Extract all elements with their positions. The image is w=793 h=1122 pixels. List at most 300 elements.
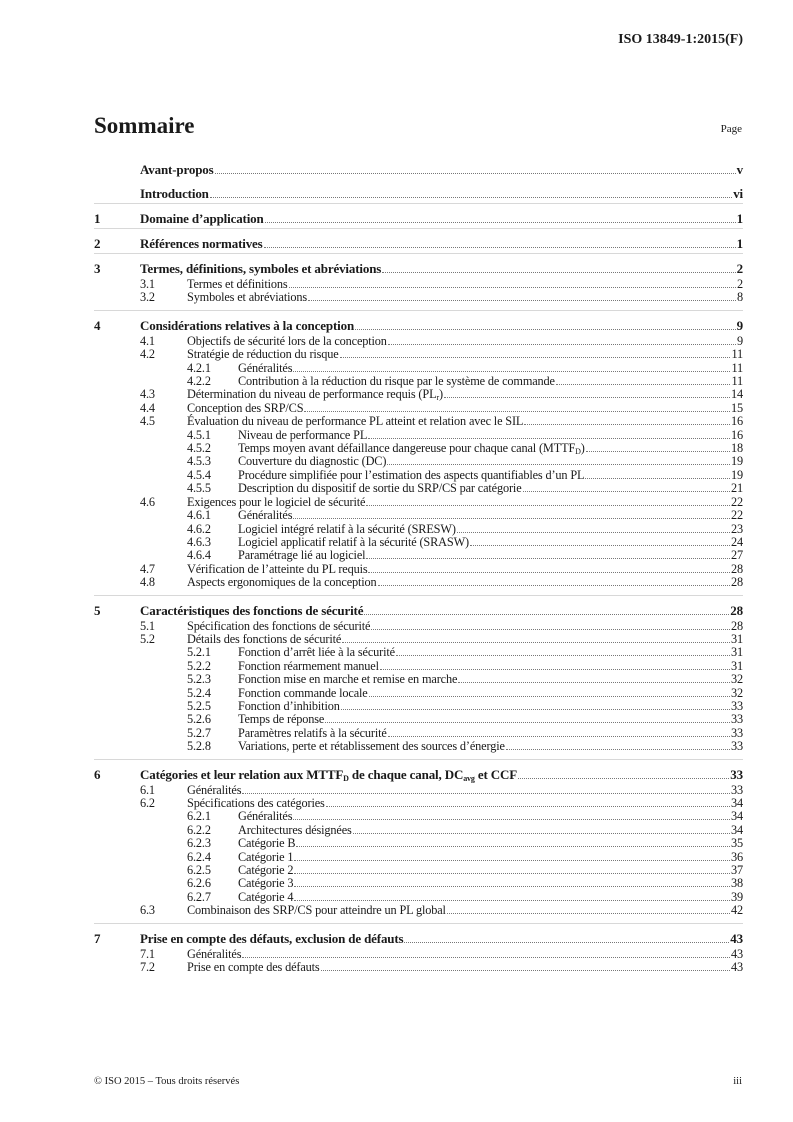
title-text: Termes, définitions, symboles et abréviations <box>140 261 382 276</box>
toc-entry[interactable] <box>94 415 743 428</box>
toc-entry-page[interactable]: 21 <box>731 481 743 496</box>
toc-entry[interactable] <box>94 620 743 633</box>
dot-leader <box>321 970 730 971</box>
dot-leader <box>326 806 730 807</box>
toc-entry-title[interactable] <box>238 646 395 659</box>
title-text: Symboles et abréviations <box>187 290 308 305</box>
title-text: Description du dispositif de sortie du SRP/CS par catégorie <box>238 481 522 496</box>
toc-entry-page[interactable]: 15 <box>731 400 743 415</box>
toc-entry-title[interactable] <box>238 536 469 549</box>
toc-entry-page[interactable]: 36 <box>731 849 743 864</box>
toc-entry[interactable] <box>94 549 743 562</box>
title-text: Logiciel intégré relatif à la sécurité (SRESW) <box>238 521 456 536</box>
title-text: Fonction d’arrêt liée à la sécurité <box>238 645 395 660</box>
toc-entry-number: 3.2 <box>140 290 155 305</box>
title-text: ) <box>580 441 585 456</box>
toc-entry[interactable] <box>94 310 743 335</box>
dot-leader <box>294 873 730 874</box>
toc-entry[interactable] <box>94 837 743 850</box>
title-text: Généralités <box>187 782 242 797</box>
toc-entry[interactable] <box>94 961 743 974</box>
toc-entry-number: 5.1 <box>140 618 155 633</box>
toc-entry-page[interactable]: 19 <box>731 454 743 469</box>
toc-entry-page[interactable]: 34 <box>731 822 743 837</box>
dot-leader <box>556 384 731 385</box>
toc-entry-page[interactable]: 14 <box>731 387 743 402</box>
toc-entry-title[interactable] <box>187 291 307 304</box>
dot-leader <box>506 749 730 750</box>
toc-entry-page[interactable]: 43 <box>731 946 743 961</box>
toc-entry[interactable] <box>94 496 743 509</box>
toc-entry[interactable] <box>94 727 743 740</box>
toc-entry[interactable] <box>94 851 743 864</box>
toc-entry-title[interactable] <box>238 442 585 455</box>
title-text: Stratégie de réduction du risque <box>187 347 339 362</box>
toc-entry-page[interactable]: 2 <box>736 261 743 276</box>
toc-entry-number: 3 <box>94 261 101 276</box>
toc-entry-page[interactable]: 31 <box>731 631 743 646</box>
dot-leader <box>371 629 730 630</box>
toc-entry[interactable] <box>94 362 743 375</box>
toc-entry-title[interactable] <box>187 563 367 576</box>
toc-entry-page[interactable]: 18 <box>731 441 743 456</box>
toc-entry[interactable] <box>94 904 743 917</box>
title-text: ) <box>438 387 443 402</box>
title-text: Fonction réarmement manuel <box>238 658 379 673</box>
toc-entry[interactable] <box>94 923 743 948</box>
toc-entry[interactable] <box>94 348 743 361</box>
title-text: Procédure simplifiée pour l’estimation des aspects quantifiables d’un PL <box>238 467 585 482</box>
toc-entry-number: 5.2.1 <box>187 645 211 660</box>
dot-leader <box>304 411 730 412</box>
toc-entry[interactable] <box>94 784 743 797</box>
toc-entry-number: 6.2.5 <box>187 863 211 878</box>
toc-entry[interactable] <box>94 155 743 179</box>
dot-leader <box>215 173 736 174</box>
toc-entry-page[interactable]: 34 <box>731 809 743 824</box>
title-text: Catégories et leur relation aux MTTF <box>140 766 344 782</box>
dot-leader <box>341 709 730 710</box>
dot-leader <box>524 424 730 425</box>
toc-entry-number: 7 <box>94 930 101 946</box>
toc-entry[interactable] <box>94 523 743 536</box>
toc-entry[interactable] <box>94 948 743 961</box>
dot-leader <box>293 518 730 519</box>
toc-entry-page[interactable]: 39 <box>731 889 743 904</box>
toc-entry-number: 4.5.4 <box>187 467 211 482</box>
dot-leader <box>458 682 730 683</box>
dot-leader <box>366 558 730 559</box>
toc-entry-title[interactable] <box>238 864 293 877</box>
dot-leader <box>387 464 730 465</box>
toc-entry-page[interactable]: 38 <box>731 876 743 891</box>
toc-entry[interactable] <box>94 253 743 278</box>
title-text: Considérations relatives à la conception <box>140 317 355 333</box>
table-of-contents <box>94 155 743 974</box>
copyright-footer: © ISO 2015 – Tous droits réservés <box>94 1076 240 1087</box>
dot-leader <box>294 860 730 861</box>
toc-entry-title[interactable] <box>238 891 293 904</box>
toc-entry-title[interactable] <box>140 186 209 202</box>
toc-entry-title[interactable] <box>238 523 456 536</box>
toc-entry-number: 4.6.4 <box>187 548 211 563</box>
toc-entry-page[interactable]: 37 <box>731 863 743 878</box>
toc-entry-number: 5.2.6 <box>187 712 211 727</box>
title-text: Catégorie B <box>238 836 296 851</box>
title-text: Détails des fonctions de sécurité <box>187 631 342 646</box>
toc-entry-title[interactable] <box>187 348 339 361</box>
toc-entry-title[interactable] <box>238 824 352 837</box>
toc-entry-number: 6.1 <box>140 782 155 797</box>
dot-leader <box>294 900 730 901</box>
toc-entry[interactable] <box>94 388 743 401</box>
toc-entry-page[interactable]: 31 <box>731 645 743 660</box>
dot-leader <box>380 669 730 670</box>
title-text: Domaine d’application <box>140 211 264 226</box>
toc-entry[interactable] <box>94 228 743 253</box>
toc-entry-title[interactable] <box>238 810 292 823</box>
toc-entry[interactable] <box>94 824 743 837</box>
toc-entry-number: 7.2 <box>140 960 155 975</box>
dot-leader <box>293 819 730 820</box>
dot-leader <box>325 722 730 723</box>
toc-entry-title[interactable] <box>140 211 264 227</box>
title-text: Aspects ergonomiques de la conception <box>187 575 377 590</box>
toc-entry[interactable] <box>94 700 743 713</box>
toc-entry-title[interactable] <box>140 162 214 178</box>
dot-leader <box>353 833 730 834</box>
toc-entry[interactable] <box>94 469 743 482</box>
toc-entry[interactable] <box>94 595 743 620</box>
toc-entry[interactable] <box>94 203 743 228</box>
toc-entry-title[interactable] <box>140 603 363 619</box>
toc-entry-title[interactable] <box>238 375 555 388</box>
title-text: Avant-propos <box>140 162 214 177</box>
toc-entry-number: 4.5.1 <box>187 427 211 442</box>
toc-entry[interactable] <box>94 646 743 659</box>
dot-leader <box>340 357 731 358</box>
dot-leader <box>364 614 729 615</box>
toc-entry-page[interactable]: 43 <box>730 930 743 946</box>
toc-entry-page[interactable]: 32 <box>731 685 743 700</box>
toc-entry-page[interactable]: 32 <box>731 672 743 687</box>
toc-entry-title[interactable] <box>238 877 293 890</box>
toc-entry-page[interactable]: 2 <box>737 277 743 291</box>
title-text: Généralités <box>187 946 242 961</box>
toc-entry[interactable] <box>94 375 743 388</box>
toc-entry[interactable] <box>94 891 743 904</box>
toc-entry[interactable] <box>94 442 743 455</box>
toc-entry-number: 4.5.3 <box>187 454 211 469</box>
dot-leader <box>444 397 730 398</box>
toc-entry-page[interactable]: 11 <box>731 347 743 362</box>
title-text: Couverture du diagnostic (DC) <box>238 454 387 469</box>
toc-entry-page[interactable]: 8 <box>737 290 743 305</box>
toc-entry-title[interactable] <box>140 261 381 277</box>
toc-entry-title[interactable] <box>238 700 340 713</box>
toc-entry-title[interactable] <box>238 362 292 375</box>
toc-entry-number: 6.2.7 <box>187 889 211 904</box>
toc-entry[interactable] <box>94 740 743 753</box>
toc-entry-title[interactable] <box>187 904 446 917</box>
toc-entry-number: 5.2.7 <box>187 725 211 740</box>
toc-entry-page[interactable]: 33 <box>731 739 743 754</box>
title-text: Caractéristiques des fonctions de sécurité <box>140 602 364 618</box>
title-text: Évaluation du niveau de performance PL atteint et relation avec le SIL <box>187 414 524 429</box>
toc-entry[interactable] <box>94 335 743 348</box>
toc-entry-page[interactable]: 34 <box>731 796 743 810</box>
toc-entry-number: 5 <box>94 602 101 618</box>
toc-entry-number: 4.5.2 <box>187 441 211 456</box>
title-text: Généralités <box>238 360 293 375</box>
dot-leader <box>388 736 730 737</box>
dot-leader <box>368 572 730 573</box>
title-text: Catégorie 1 <box>238 849 294 864</box>
title-text: Temps de réponse <box>238 712 325 727</box>
toc-entry-page[interactable]: 9 <box>737 333 743 348</box>
dot-leader <box>293 371 730 372</box>
dot-leader <box>296 846 730 847</box>
toc-entry-page[interactable]: 43 <box>731 960 743 975</box>
toc-entry[interactable] <box>94 797 743 810</box>
dot-leader <box>523 491 730 492</box>
toc-entry-title[interactable] <box>187 961 320 974</box>
title-text: Architectures désignées <box>238 822 352 837</box>
toc-entry-title[interactable] <box>238 429 367 442</box>
dot-leader <box>382 272 735 273</box>
toc-entry[interactable] <box>94 563 743 576</box>
toc-entry[interactable] <box>94 576 743 589</box>
dot-leader <box>457 532 730 533</box>
toc-entry-number: 3.1 <box>140 277 155 291</box>
dot-leader <box>366 505 730 506</box>
toc-entry-number: 5.2 <box>140 631 155 646</box>
dot-leader <box>342 642 730 643</box>
toc-entry-title[interactable] <box>187 633 341 646</box>
toc-entry[interactable] <box>94 482 743 495</box>
toc-entry[interactable] <box>94 687 743 700</box>
toc-entry-title[interactable] <box>187 388 443 401</box>
title-text: Catégorie 4 <box>238 889 294 904</box>
toc-entry-title[interactable] <box>140 318 354 334</box>
toc-entry-page[interactable]: 16 <box>731 427 743 442</box>
toc-entry-page[interactable]: 28 <box>731 618 743 633</box>
toc-entry-number: 5.2.8 <box>187 739 211 754</box>
toc-entry-title[interactable] <box>187 335 387 348</box>
toc-entry-number: 4.6.2 <box>187 521 211 536</box>
title-text: Paramétrage lié au logiciel <box>238 548 366 563</box>
toc-entry-number: 4.1 <box>140 333 155 348</box>
toc-entry-number: 4 <box>94 317 101 333</box>
dot-leader <box>586 451 730 452</box>
toc-entry-page[interactable]: 11 <box>731 360 743 375</box>
toc-entry-page[interactable]: 33 <box>731 712 743 727</box>
title-text: Catégorie 2 <box>238 863 294 878</box>
toc-entry-page[interactable]: 23 <box>731 521 743 536</box>
toc-entry-number: 4.7 <box>140 561 155 576</box>
title-text: Généralités <box>238 809 293 824</box>
dot-leader <box>264 247 736 248</box>
toc-entry[interactable] <box>94 179 743 203</box>
toc-entry-number: 4.6.1 <box>187 508 211 523</box>
toc-entry-number: 1 <box>94 211 101 226</box>
toc-entry[interactable] <box>94 713 743 726</box>
dot-leader <box>447 913 730 914</box>
title-text: Prise en compte des défauts, exclusion de défauts <box>140 930 404 946</box>
toc-entry-number: 6.2.6 <box>187 876 211 891</box>
toc-entry[interactable] <box>94 509 743 522</box>
toc-entry[interactable] <box>94 877 743 890</box>
title-text: Termes et définitions <box>187 277 288 291</box>
toc-entry[interactable] <box>94 673 743 686</box>
toc-entry[interactable] <box>94 291 743 304</box>
title-text: Paramètres relatifs à la sécurité <box>238 725 387 740</box>
toc-entry-number: 6.2.2 <box>187 822 211 837</box>
subscript: D <box>343 773 349 783</box>
toc-entry-title[interactable] <box>238 455 386 468</box>
dot-leader <box>289 287 737 288</box>
toc-entry-number: 4.8 <box>140 575 155 590</box>
toc-entry-title[interactable] <box>187 620 370 633</box>
toc-entry-title[interactable] <box>187 278 288 291</box>
title-text: Temps moyen avant défaillance dangereuse pour chaque canal (MTTF <box>238 441 576 456</box>
dot-leader <box>396 655 730 656</box>
title-text: Fonction d’inhibition <box>238 698 340 713</box>
title-text: Prise en compte des défauts <box>187 960 320 975</box>
toc-entry-page[interactable]: 28 <box>730 602 743 618</box>
toc-entry-title[interactable] <box>238 727 387 740</box>
toc-entry[interactable] <box>94 455 743 468</box>
dot-leader <box>585 478 730 479</box>
toc-entry-title[interactable] <box>238 740 505 753</box>
toc-entry-title[interactable] <box>187 784 241 797</box>
toc-entry-number: 5.2.3 <box>187 672 211 687</box>
toc-entry-page[interactable]: vi <box>733 186 743 201</box>
toc-entry-title[interactable] <box>238 713 324 726</box>
toc-entry-title[interactable] <box>187 948 241 961</box>
toc-entry-page[interactable]: 33 <box>730 766 743 782</box>
toc-entry-number: 4.6.3 <box>187 534 211 549</box>
toc-entry-title[interactable] <box>238 660 379 673</box>
toc-entry-page[interactable]: 42 <box>731 903 743 918</box>
toc-entry-title[interactable] <box>238 851 293 864</box>
toc-entry-title[interactable] <box>140 931 403 947</box>
toc-entry-number: 5.2.4 <box>187 685 211 700</box>
title-text: Contribution à la réduction du risque par le système de commande <box>238 374 555 389</box>
toc-entry-page[interactable]: 22 <box>731 494 743 509</box>
dot-leader <box>355 329 736 330</box>
toc-entry-page[interactable]: 19 <box>731 467 743 482</box>
toc-entry-number: 4.3 <box>140 387 155 402</box>
title-text: Fonction mise en marche et remise en marche <box>238 672 458 687</box>
toc-entry-title[interactable] <box>238 837 295 850</box>
toc-entry[interactable] <box>94 633 743 646</box>
toc-entry[interactable] <box>94 429 743 442</box>
subscript: avg <box>463 773 475 783</box>
toc-entry-page[interactable]: 16 <box>731 414 743 429</box>
toc-entry-title[interactable] <box>187 797 325 810</box>
toc-entry-page[interactable]: 22 <box>731 508 743 523</box>
toc-entry-title[interactable] <box>238 509 292 522</box>
toc-entry[interactable] <box>94 536 743 549</box>
toc-entry-title[interactable] <box>187 496 365 509</box>
toc-entry-page[interactable]: 1 <box>736 236 743 251</box>
title-text: Combinaison des SRP/CS pour atteindre un PL global <box>187 903 446 918</box>
toc-entry-number: 4.5.5 <box>187 481 211 496</box>
title-text: Niveau de performance PL <box>238 427 368 442</box>
toc-entry-page[interactable]: v <box>736 162 743 177</box>
toc-entry[interactable] <box>94 759 743 784</box>
toc-entry-title[interactable] <box>238 482 522 495</box>
toc-entry-page[interactable]: 27 <box>731 548 743 563</box>
toc-entry-number: 4.2.1 <box>187 360 211 375</box>
toc-entry-number: 4.2.2 <box>187 374 211 389</box>
dot-leader <box>242 793 730 794</box>
title-text: et CCF <box>474 766 518 782</box>
toc-entry-page[interactable]: 28 <box>731 561 743 576</box>
toc-entry-page[interactable]: 33 <box>731 782 743 797</box>
toc-entry-page[interactable]: 9 <box>736 317 743 333</box>
toc-entry[interactable] <box>94 660 743 673</box>
title-text: Vérification de l’atteinte du PL requis <box>187 561 368 576</box>
toc-entry-page[interactable]: 33 <box>731 725 743 740</box>
toc-entry[interactable] <box>94 864 743 877</box>
toc-entry-title[interactable] <box>140 767 517 783</box>
toc-entry-number: 6.3 <box>140 903 155 918</box>
document-id: ISO 13849-1:2015(F) <box>618 32 743 47</box>
dot-leader <box>388 344 736 345</box>
dot-leader <box>518 778 729 779</box>
toc-entry-page[interactable]: 1 <box>736 211 743 226</box>
title-text: Fonction commande locale <box>238 685 368 700</box>
dot-leader <box>369 696 730 697</box>
toc-entry-number: 6.2.4 <box>187 849 211 864</box>
title-text: Catégorie 3 <box>238 876 294 891</box>
toc-entry-page[interactable]: 28 <box>731 575 743 590</box>
toc-entry-title[interactable] <box>187 415 523 428</box>
toc-entry-title[interactable] <box>140 236 263 252</box>
dot-leader <box>368 438 730 439</box>
toc-entry-number: 4.5 <box>140 414 155 429</box>
toc-entry-page[interactable]: 33 <box>731 698 743 713</box>
title-text: Spécifications des catégories <box>187 796 325 810</box>
dot-leader <box>294 886 730 887</box>
toc-entry[interactable] <box>94 810 743 823</box>
toc-entry-number: 4.6 <box>140 494 155 509</box>
toc-entry[interactable] <box>94 278 743 291</box>
page-title: Sommaire <box>94 113 195 138</box>
dot-leader <box>308 300 736 301</box>
toc-entry-title[interactable] <box>238 469 584 482</box>
toc-entry-title[interactable] <box>238 673 457 686</box>
title-text: Objectifs de sécurité lors de la conception <box>187 333 387 348</box>
toc-entry-page[interactable]: 31 <box>731 658 743 673</box>
title-text: de chaque canal, DC <box>348 766 464 782</box>
toc-entry-title[interactable] <box>238 549 365 562</box>
toc-entry-page[interactable]: 24 <box>731 534 743 549</box>
toc-entry-page[interactable]: 11 <box>731 374 743 389</box>
toc-entry-page[interactable]: 35 <box>731 836 743 851</box>
toc-entry-title[interactable] <box>238 687 368 700</box>
dot-leader <box>265 222 736 223</box>
toc-entry-number: 4.4 <box>140 400 155 415</box>
toc-entry-number: 6.2 <box>140 796 155 810</box>
toc-entry-title[interactable] <box>187 402 303 415</box>
toc-entry[interactable] <box>94 402 743 415</box>
toc-entry-title[interactable] <box>187 576 377 589</box>
subscript: r <box>436 393 439 403</box>
dot-leader <box>404 942 729 943</box>
